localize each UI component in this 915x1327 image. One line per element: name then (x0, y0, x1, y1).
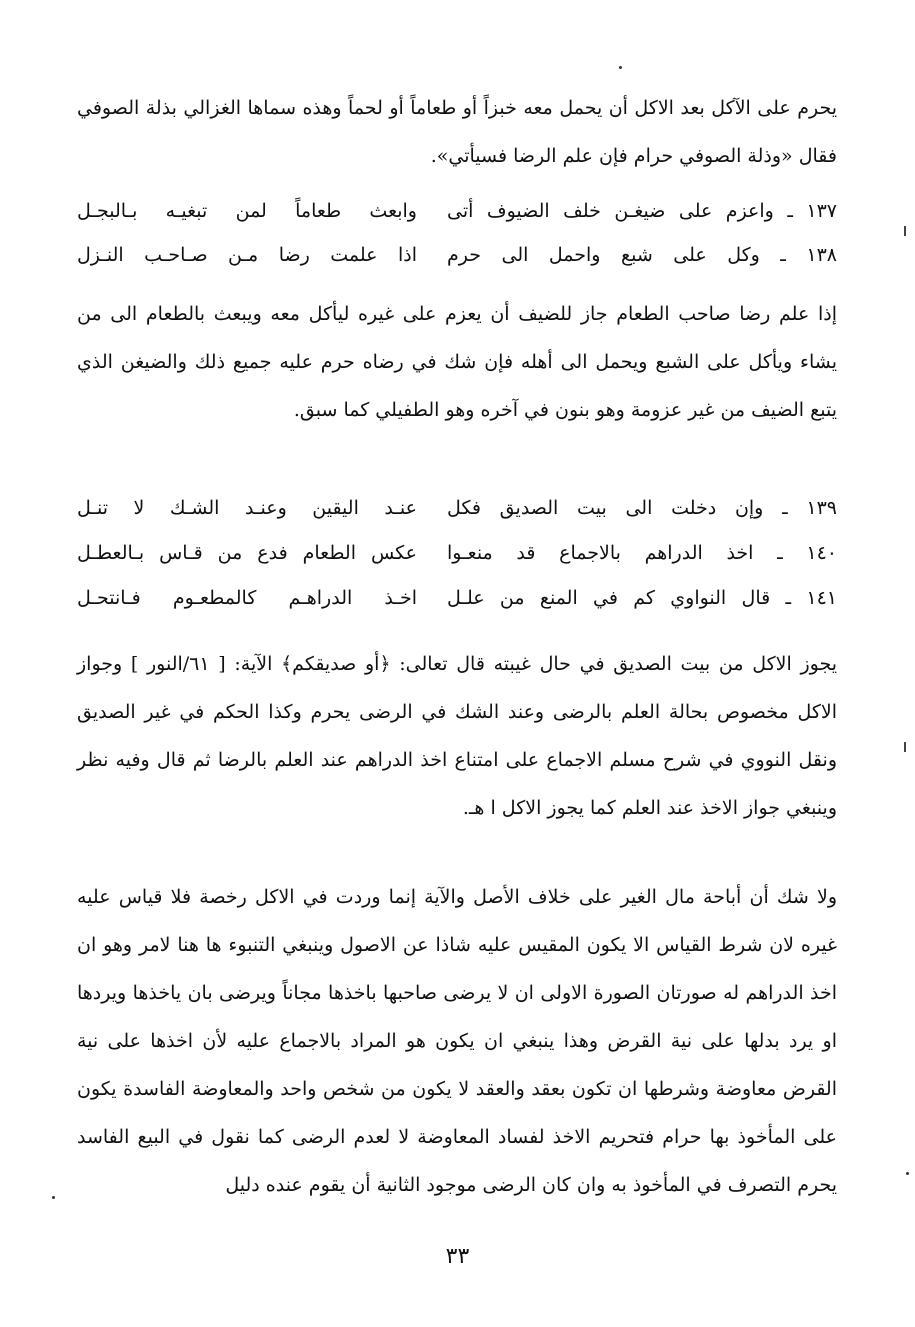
scan-speck (52, 1196, 55, 1199)
paragraph-4: ولا شك أن أباحة مال الغير على خلاف الأصل والآية إنما وردت في الاكل رخصة فلا قياس عليه غيره لان شرط القياس الا يكون المقيس عليه شاذا عن الاصول وينبغي التنبوء ها هنا لامر وهو ان اخذ الدراهم له صورتان الصورة الاولى ان لا يرضى صاحبها باخذها مجاناً ويرضى بان ياخذها ويردها او يرد بدلها على نية القرض وهذا ينبغي ان يكون هو المراد بالاجماع عليه لأن اخذها على نية القرض معاوضة وشرطها ان تكون بعقد والعقد لا يكون من شخص واحد والمعاوضة الفاسدة يكون على المأخوذ بها حرام فتحريم الاخذ لفساد المعاوضة لا لعدم الرضى كما نقول في البيع الفاسد يحرم التصرف في المأخوذ به وان كان الرضى موجود الثانية أن يقوم عنده دليل (77, 886, 837, 1196)
margin-mark (904, 742, 906, 752)
scan-speck (619, 66, 622, 69)
verse-first-hemistich: ١٣٧ ـ واعزم على ضيغـن خلف الضيوف أتى (447, 200, 837, 222)
verse-138 (77, 232, 837, 278)
verse-first-hemistich: ١٣٩ ـ وإن دخلت الى بيت الصديق فكل (447, 497, 837, 519)
verse-141 (77, 575, 837, 621)
verse-140 (77, 530, 837, 576)
verse-second-hemistich: عكس الطعام فدع من قـاس بـالعطـل (77, 542, 417, 564)
margin-mark (904, 226, 906, 236)
scan-speck (906, 1172, 909, 1175)
verse-first-hemistich: ١٤١ ـ قال النواوي كم في المنع من علـل (447, 587, 837, 609)
paragraph-1: يحرم على الآكل بعد الاكل أن يحمل معه خبزاً أو طعاماً أو لحماً وهذه سماها الغزالي بذلة الصوفي فقال «وذلة الصوفي حرام فإن علم الرضا فسيأتي». (77, 97, 837, 167)
verse-first-hemistich: ١٣٨ ـ وكل على شبع واحمل الى حرم (447, 244, 837, 266)
verse-second-hemistich: وابعث طعاماً لمن تبغيـه بـالبجـل (77, 200, 417, 222)
page-number: ٣٣ (445, 1244, 470, 1269)
paragraph-3: يجوز الاكل من بيت الصديق في حال غيبته قال تعالى: ﴿أو صديقكم﴾ الآية: [ ٦١/النور ] وجواز الاكل مخصوص بحالة العلم بالرضى وعند الشك في الرضى يحرم وكذا الحكم في غير الصديق ونقل النووي في شرح مسلم الاجماع على امتناع اخذ الدراهم عند العلم بالرضا ثم قال وفيه نظر وينبغي جواز الاخذ عند العلم كما يجوز الاكل ا هـ. (77, 653, 837, 819)
verse-second-hemistich: اذا علمت رضا مـن صـاحـب النـزل (77, 244, 417, 266)
verse-137 (77, 188, 837, 234)
verse-first-hemistich: ١٤٠ ـ اخذ الدراهم بالاجماع قد منعـوا (447, 542, 837, 564)
verse-second-hemistich: اخـذ الدراهـم كالمطعـوم فـانتحـل (77, 587, 417, 609)
paragraph-2: إذا علم رضا صاحب الطعام جاز للضيف أن يعزم على غيره ليأكل معه ويبعث بالطعام الى من يشاء ويأكل على الشبع ويحمل الى أهله فإن شك في رضاه حرم عليه جميع ذلك والضيغن الذي يتبع الضيف من غير عزومة وهو بنون في آخره وهو الطفيلي كما سبق. (77, 303, 837, 421)
verse-second-hemistich: عنـد اليقين وعنـد الشـك لا تنـل (77, 497, 417, 519)
verse-139 (77, 485, 837, 531)
